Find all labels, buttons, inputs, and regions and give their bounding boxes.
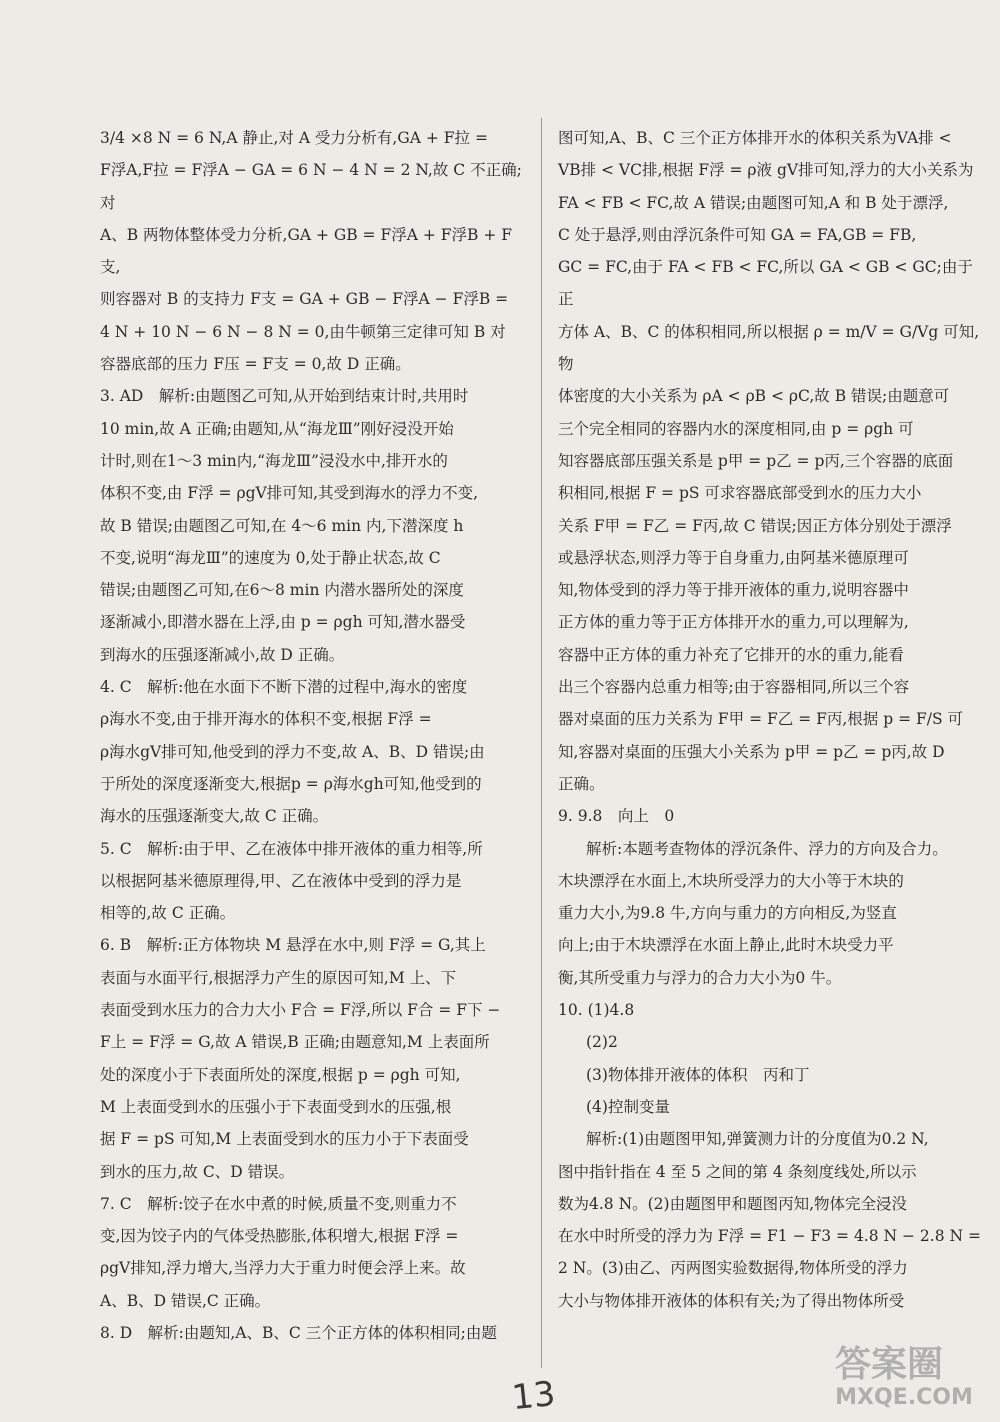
left-column-line: 到海水的压强逐渐减小,故 D 正确。 <box>100 645 345 664</box>
right-column-line: 三个完全相同的容器内水的深度相同,由 p = ρgh 可 <box>558 419 914 438</box>
left-column-line: 计时,则在1～3 min内,“海龙Ⅲ”浸没水中,排开水的 <box>100 451 448 470</box>
right-column-line: 10. (1)4.8 <box>558 1001 635 1020</box>
left-column-line: F上 = F浮 = G,故 A 错误,B 正确;由题意知,M 上表面所 <box>100 1033 490 1052</box>
right-column-line: 正确。 <box>558 774 605 793</box>
right-column-line: 知容器底部压强关系是 p甲 = p乙 = p丙,三个容器的底面 <box>558 451 954 470</box>
right-column-line: 衡,其所受重力与浮力的合力大小为0 牛。 <box>558 968 842 987</box>
left-column <box>100 122 530 1349</box>
left-column-line: 7. C 解析:饺子在水中煮的时候,质量不变,则重力不 <box>100 1194 457 1213</box>
right-column-line: 木块漂浮在水面上,木块所受浮力的大小等于木块的 <box>558 871 904 890</box>
left-column-line: 6. B 解析:正方体物块 M 悬浮在水中,则 F浮 = G,其上 <box>100 936 486 955</box>
page-number: 13 <box>510 1373 558 1419</box>
left-column-line: M 上表面受到水的压强小于下表面受到水的压强,根 <box>100 1097 452 1116</box>
right-column-line: 器对桌面的压力关系为 F甲 = F乙 = F丙,根据 p = F/S 可 <box>558 710 964 729</box>
left-column-line: 则容器对 B 的支持力 F支 = GA + GB − F浮A − F浮B = <box>100 290 509 309</box>
right-column-line: 在水中时所受的浮力为 F浮 = F1 − F3 = 4.8 N − 2.8 N = <box>558 1227 981 1246</box>
right-column-line: 向上;由于木块漂浮在水面上静止,此时木块受力平 <box>558 936 894 955</box>
right-column-line: 解析:(1)由题图甲知,弹簧测力计的分度值为0.2 N, <box>586 1130 929 1149</box>
right-column-line: (3)物体排开液体的体积 丙和丁 <box>586 1065 810 1084</box>
left-column-line: 故 B 错误;由题图乙可知,在 4～6 min 内,下潜深度 h <box>100 516 464 535</box>
right-column-line: 体密度的大小关系为 ρA < ρB < ρC,故 B 错误;由题意可 <box>558 387 950 406</box>
right-column-line: 图中指针指在 4 至 5 之间的第 4 条刻度线处,所以示 <box>558 1162 917 1181</box>
left-column-line: 4. C 解析:他在水面下不断下潜的过程中,海水的密度 <box>100 678 468 697</box>
left-column-line: 8. D 解析:由题知,A、B、C 三个正方体的体积相同;由题 <box>100 1323 497 1342</box>
left-column-line: 容器底部的压力 F压 = F支 = 0,故 D 正确。 <box>100 355 411 374</box>
column-divider <box>541 118 542 1368</box>
right-column-line: GC = FC,由于 FA < FB < FC,所以 GA < GB < GC;由于正 <box>558 258 973 309</box>
left-column-line: 表面受到水压力的合力大小 F合 = F浮,所以 F合 = F下 − <box>100 1001 501 1020</box>
right-column-line: 解析:本题考查物体的浮沉条件、浮力的方向及合力。 <box>586 839 948 858</box>
left-column-line: 3. AD 解析:由题图乙可知,从开始到结束计时,共用时 <box>100 387 469 406</box>
left-column-line: 5. C 解析:由于甲、乙在液体中排开液体的重力相等,所 <box>100 839 483 858</box>
watermark-logo <box>794 1332 984 1412</box>
left-column-line: 3/4 ×8 N = 6 N,A 静止,对 A 受力分析有,GA + F拉 = <box>100 129 488 147</box>
right-column <box>558 122 988 1317</box>
left-column-line: ρ海水不变,由于排开海水的体积不变,根据 F浮 = <box>100 710 432 729</box>
left-column-line: 处的深度小于下表面所处的深度,根据 p = ρgh 可知, <box>100 1065 461 1084</box>
right-column-line: 或悬浮状态,则浮力等于自身重力,由阿基米德原理可 <box>558 548 909 567</box>
left-column-line: 相等的,故 C 正确。 <box>100 904 236 923</box>
right-column-line: 2 N。(3)由乙、丙两图实验数据得,物体所受的浮力 <box>558 1259 908 1278</box>
left-column-line: 表面与水面平行,根据浮力产生的原因可知,M 上、下 <box>100 968 457 987</box>
right-column-line: 方体 A、B、C 的体积相同,所以根据 ρ = m/V = G/Vg 可知,物 <box>558 322 980 374</box>
left-column-line: 于所处的深度逐渐变大,根据p = ρ海水gh可知,他受到的 <box>100 774 482 793</box>
left-column-line: ρgV排知,浮力增大,当浮力大于重力时便会浮上来。故 <box>100 1259 466 1278</box>
right-column-line: VB排 < VC排,根据 F浮 = ρ液 gV排可知,浮力的大小关系为 <box>558 161 974 180</box>
watermark-url: MXQE.COM <box>835 1385 973 1410</box>
right-column-line: 容器中正方体的重力补充了它排开的水的重力,能看 <box>558 645 904 664</box>
right-column-line: 知,容器对桌面的压强大小关系为 p甲 = p乙 = p丙,故 D <box>558 742 945 761</box>
right-column-line: 积相同,根据 F = pS 可求容器底部受到水的压力大小 <box>558 484 922 503</box>
right-column-line: 出三个容器内总重力相等;由于容器相同,所以三个容 <box>558 678 910 697</box>
right-column-line: C 处于悬浮,则由浮沉条件可知 GA = FA,GB = FB, <box>558 225 917 244</box>
left-column-line: 10 min,故 A 正确;由题知,从“海龙Ⅲ”刚好浸没开始 <box>100 419 454 438</box>
right-column-line: FA < FB < FC,故 A 错误;由题图可知,A 和 B 处于漂浮, <box>558 193 949 212</box>
left-column-line: 据 F = pS 可知,M 上表面受到水的压力小于下表面受 <box>100 1130 469 1149</box>
right-column-line: 关系 F甲 = F乙 = F丙,故 C 错误;因正方体分别处于漂浮 <box>558 516 952 535</box>
watermark-text: 答案圈 <box>834 1344 944 1385</box>
right-column-line: 数为4.8 N。(2)由题图甲和题图丙知,物体完全浸没 <box>558 1194 908 1213</box>
right-column-line: (2)2 <box>586 1033 618 1052</box>
right-column-line: 大小与物体排开液体的体积有关;为了得出物体所受 <box>558 1291 905 1310</box>
left-column-line: F浮A,F拉 = F浮A − GA = 6 N − 4 N = 2 N,故 C 不正确;对 <box>100 161 522 212</box>
left-column-line: A、B 两物体整体受力分析,GA + GB = F浮A + F浮B + F支, <box>100 225 512 277</box>
right-column-line: 正方体的重力等于正方体排开水的重力,可以理解为, <box>558 613 909 632</box>
right-column-line: 重力大小,为9.8 牛,方向与重力的方向相反,为竖直 <box>558 904 897 923</box>
right-column-line: 图可知,A、B、C 三个正方体排开水的体积关系为VA排 < <box>558 129 952 147</box>
right-column-line: 9. 9.8 向上 0 <box>558 807 675 826</box>
left-column-line: 以根据阿基米德原理得,甲、乙在液体中受到的浮力是 <box>100 871 462 890</box>
left-column-line: ρ海水gV排可知,他受到的浮力不变,故 A、B、D 错误;由 <box>100 742 485 761</box>
left-column-line: A、B、D 错误,C 正确。 <box>100 1291 271 1310</box>
left-column-line: 错误;由题图乙可知,在6～8 min 内潜水器所处的深度 <box>100 581 464 600</box>
left-column-line: 4 N + 10 N − 6 N − 8 N = 0,由牛顿第三定律可知 B 对 <box>100 322 506 341</box>
left-column-line: 海水的压强逐渐变大,故 C 正确。 <box>100 807 329 826</box>
left-column-line: 体积不变,由 F浮 = ρgV排可知,其受到海水的浮力不变, <box>100 484 479 503</box>
left-column-line: 逐渐减小,即潜水器在上浮,由 p = ρgh 可知,潜水器受 <box>100 613 466 632</box>
left-column-line: 到水的压力,故 C、D 错误。 <box>100 1162 295 1181</box>
right-column-line: 知,物体受到的浮力等于排开液体的重力,说明容器中 <box>558 581 909 600</box>
right-column-line: (4)控制变量 <box>586 1097 670 1116</box>
left-column-line: 变,因为饺子内的气体受热膨胀,体积增大,根据 F浮 = <box>100 1227 459 1246</box>
left-column-line: 不变,说明“海龙Ⅲ”的速度为 0,处于静止状态,故 C <box>100 548 441 567</box>
